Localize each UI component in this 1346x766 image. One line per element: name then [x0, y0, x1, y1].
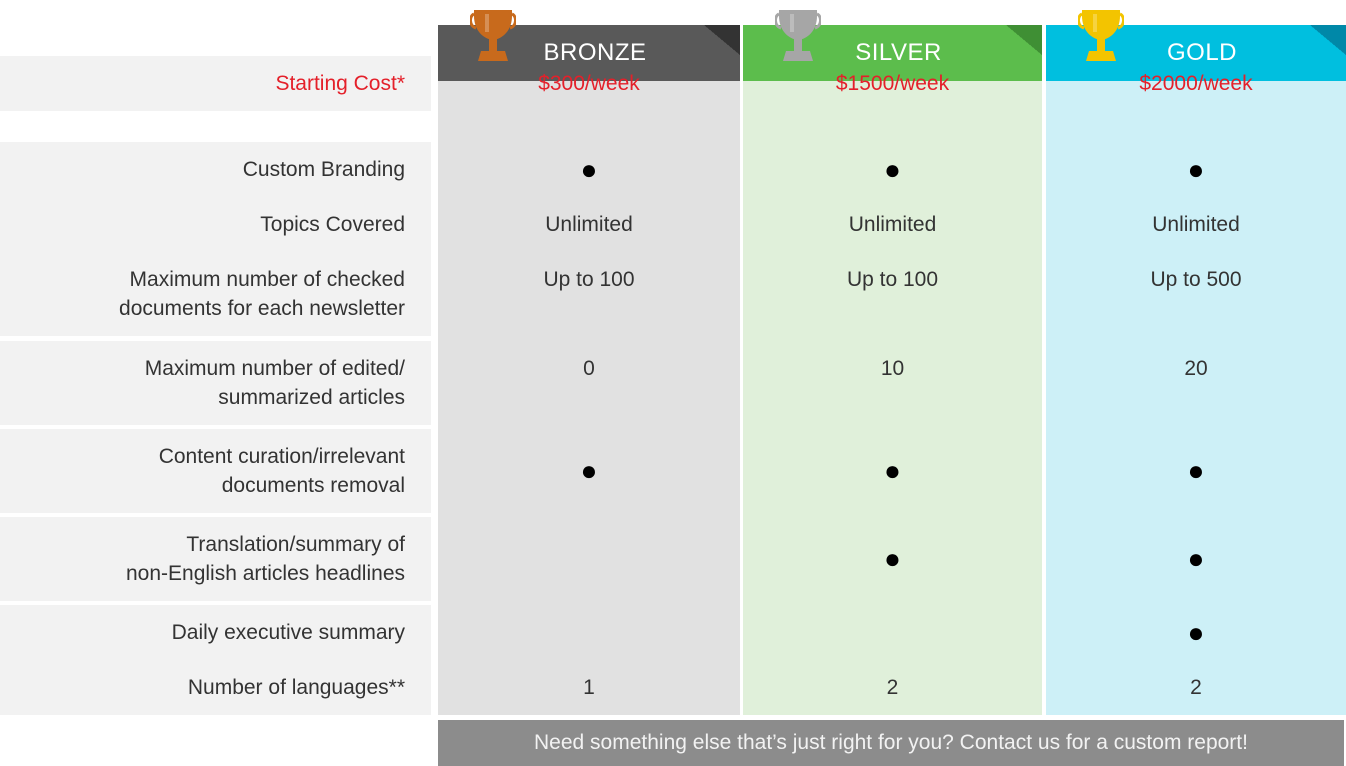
plan-name: BRONZE [543, 39, 647, 66]
value-cell-bronze [438, 517, 740, 601]
feature-label-line: Custom Branding [242, 158, 405, 181]
feature-row-starting-cost [0, 56, 1346, 111]
value-cell-silver [743, 252, 1042, 336]
value-cell-silver [743, 142, 1042, 197]
feature-label-line: Translation/summary of [186, 533, 405, 556]
feature-label-line: Maximum number of checked [129, 268, 405, 291]
feature-label [0, 252, 431, 336]
feature-label [0, 142, 431, 197]
feature-label [0, 605, 431, 660]
value-text: Up to 100 [543, 268, 635, 291]
value-cell-silver [743, 429, 1042, 513]
value-text: Up to 100 [846, 268, 939, 291]
value-cell-gold [1046, 605, 1346, 660]
value-text: Up to 500 [1150, 268, 1242, 291]
value-text: $2000/week [1139, 71, 1253, 95]
value-cell-bronze [438, 341, 740, 425]
included-dot-icon: ● [1187, 543, 1205, 574]
value-cell-bronze [438, 252, 740, 336]
value-cell-silver [743, 341, 1042, 425]
feature-label-line: Content curation/irrelevant [158, 445, 405, 468]
value-cell-silver [743, 517, 1042, 601]
feature-label-line: Starting Cost* [275, 72, 405, 95]
feature-row-daily-executive-summary [0, 605, 1346, 660]
value-cell-bronze [438, 605, 740, 660]
value-cell-bronze [438, 197, 740, 252]
feature-label [0, 341, 431, 425]
feature-row-translation-summary [0, 517, 1346, 601]
feature-label [0, 429, 431, 513]
value-cell-gold [1046, 660, 1346, 715]
value-cell-gold [1046, 341, 1346, 425]
value-text: 20 [1184, 357, 1208, 380]
value-cell-bronze [438, 142, 740, 197]
feature-row-custom-branding [0, 142, 1346, 197]
feature-label [0, 660, 431, 715]
value-text: Unlimited [1152, 212, 1240, 236]
feature-label-line: Daily executive summary [171, 621, 405, 644]
feature-label-line: non-English articles headlines [126, 562, 405, 585]
value-cell-gold [1046, 197, 1346, 252]
included-dot-icon: ● [1187, 153, 1205, 185]
feature-label-line: documents for each newsletter [119, 297, 405, 320]
included-dot-icon: ● [580, 455, 598, 486]
feature-label [0, 197, 431, 252]
included-dot-icon: ● [884, 153, 901, 185]
plan-name: SILVER [855, 39, 942, 66]
value-text: Unlimited [545, 212, 633, 236]
included-dot-icon: ● [1187, 455, 1205, 486]
feature-label-line: Maximum number of edited/ [144, 357, 405, 380]
feature-row-topics-covered [0, 197, 1346, 252]
value-cell-gold [1046, 252, 1346, 336]
custom-report-banner[interactable] [438, 720, 1344, 766]
feature-label-line: summarized articles [218, 386, 405, 409]
value-cell-gold [1046, 517, 1346, 601]
feature-label-line: documents removal [221, 474, 405, 497]
feature-label [0, 56, 431, 111]
value-text: $1500/week [835, 71, 950, 95]
value-text: Unlimited [848, 212, 937, 236]
custom-report-text: Need something else that’s just right for you? Contact us for a custom report! [534, 731, 1248, 754]
feature-label-line: Number of languages** [187, 676, 405, 699]
value-cell-silver [743, 197, 1042, 252]
included-dot-icon: ● [884, 455, 901, 486]
feature-row-max-checked-documents [0, 252, 1346, 336]
value-cell-silver [743, 605, 1042, 660]
feature-label-line: Topics Covered [260, 213, 405, 236]
included-dot-icon: ● [1187, 616, 1205, 648]
value-cell-silver [743, 56, 1042, 111]
feature-label [0, 517, 431, 601]
plan-name: GOLD [1166, 39, 1237, 66]
value-cell-bronze [438, 56, 740, 111]
value-cell-gold [1046, 56, 1346, 111]
feature-row-max-edited-articles [0, 341, 1346, 425]
feature-row-number-of-languages [0, 660, 1346, 715]
value-text: 2 [1190, 675, 1202, 699]
value-cell-gold [1046, 429, 1346, 513]
value-text: 10 [880, 357, 905, 380]
value-cell-gold [1046, 142, 1346, 197]
value-text: 1 [583, 675, 595, 699]
value-cell-silver [743, 660, 1042, 715]
value-text: 0 [583, 357, 595, 380]
label-gap-divider [0, 111, 431, 142]
value-cell-bronze [438, 429, 740, 513]
feature-row-content-curation [0, 429, 1346, 513]
value-text: 2 [886, 675, 899, 699]
value-cell-bronze [438, 660, 740, 715]
value-text: $300/week [538, 71, 640, 95]
included-dot-icon: ● [580, 153, 598, 185]
included-dot-icon: ● [884, 543, 901, 574]
